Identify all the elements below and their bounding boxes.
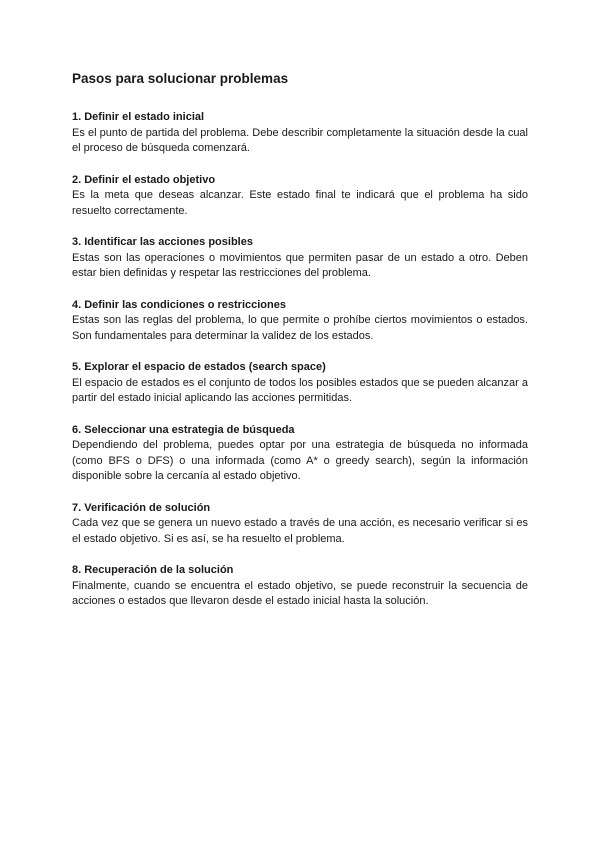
section-possible-actions (72, 235, 528, 282)
section-heading: 2. Definir el estado objetivo (72, 173, 216, 186)
section-body: Finalmente, cuando se encuentra el estado objetivo, se puede reconstruir la secuencia de acciones o estados que llevaron desde el estado inicial hasta la solución. (72, 579, 528, 607)
section-body: Estas son las operaciones o movimientos que permiten pasar de un estado a otro. Deben estar bien definidas y respetar las restricciones del problema. (72, 251, 528, 279)
document-title: Pasos para solucionar problemas (72, 71, 289, 86)
section-body: Es el punto de partida del problema. Debe describir completamente la situación desde la cual el proceso de búsqueda comenzará. (72, 126, 528, 154)
section-body: Dependiendo del problema, puedes optar por una estrategia de búsqueda no informada (como BFS o DFS) o una informada (como A* o greedy search), según la información disponible sobre la cercanía al estado objetivo. (72, 439, 528, 482)
section-heading: 8. Recuperación de la solución (72, 564, 234, 576)
section-heading: 4. Definir las condiciones o restricciones (72, 298, 286, 311)
section-heading: 5. Explorar el espacio de estados (search space) (72, 361, 326, 373)
section-search-space (72, 360, 528, 407)
section-body: Cada vez que se genera un nuevo estado a través de una acción, es necesario verificar si es el estado objetivo. Si es así, se ha resuelto el problema. (72, 517, 528, 545)
section-heading: 1. Definir el estado inicial (72, 111, 205, 123)
section-body: El espacio de estados es el conjunto de todos los posibles estados que se pueden alcanzar a partir del estado inicial aplicando las acciones permitidas. (72, 376, 528, 404)
section-constraints (72, 298, 528, 345)
section-heading: 6. Seleccionar una estrategia de búsqueda (72, 423, 295, 436)
section-body: Estas son las reglas del problema, lo que permite o prohíbe ciertos movimientos o estados. Son fundamentales para determinar la validez de los estados. (72, 314, 528, 342)
section-heading: 7. Verificación de solución (72, 501, 211, 514)
section-search-strategy (72, 423, 528, 485)
section-initial-state (72, 110, 528, 157)
section-solution-verification (72, 501, 528, 548)
section-goal-state (72, 173, 528, 220)
section-body: Es la meta que deseas alcanzar. Este estado final te indicará que el problema ha sido resuelto correctamente. (72, 189, 528, 217)
section-solution-recovery (72, 563, 528, 610)
section-heading: 3. Identificar las acciones posibles (72, 236, 253, 248)
